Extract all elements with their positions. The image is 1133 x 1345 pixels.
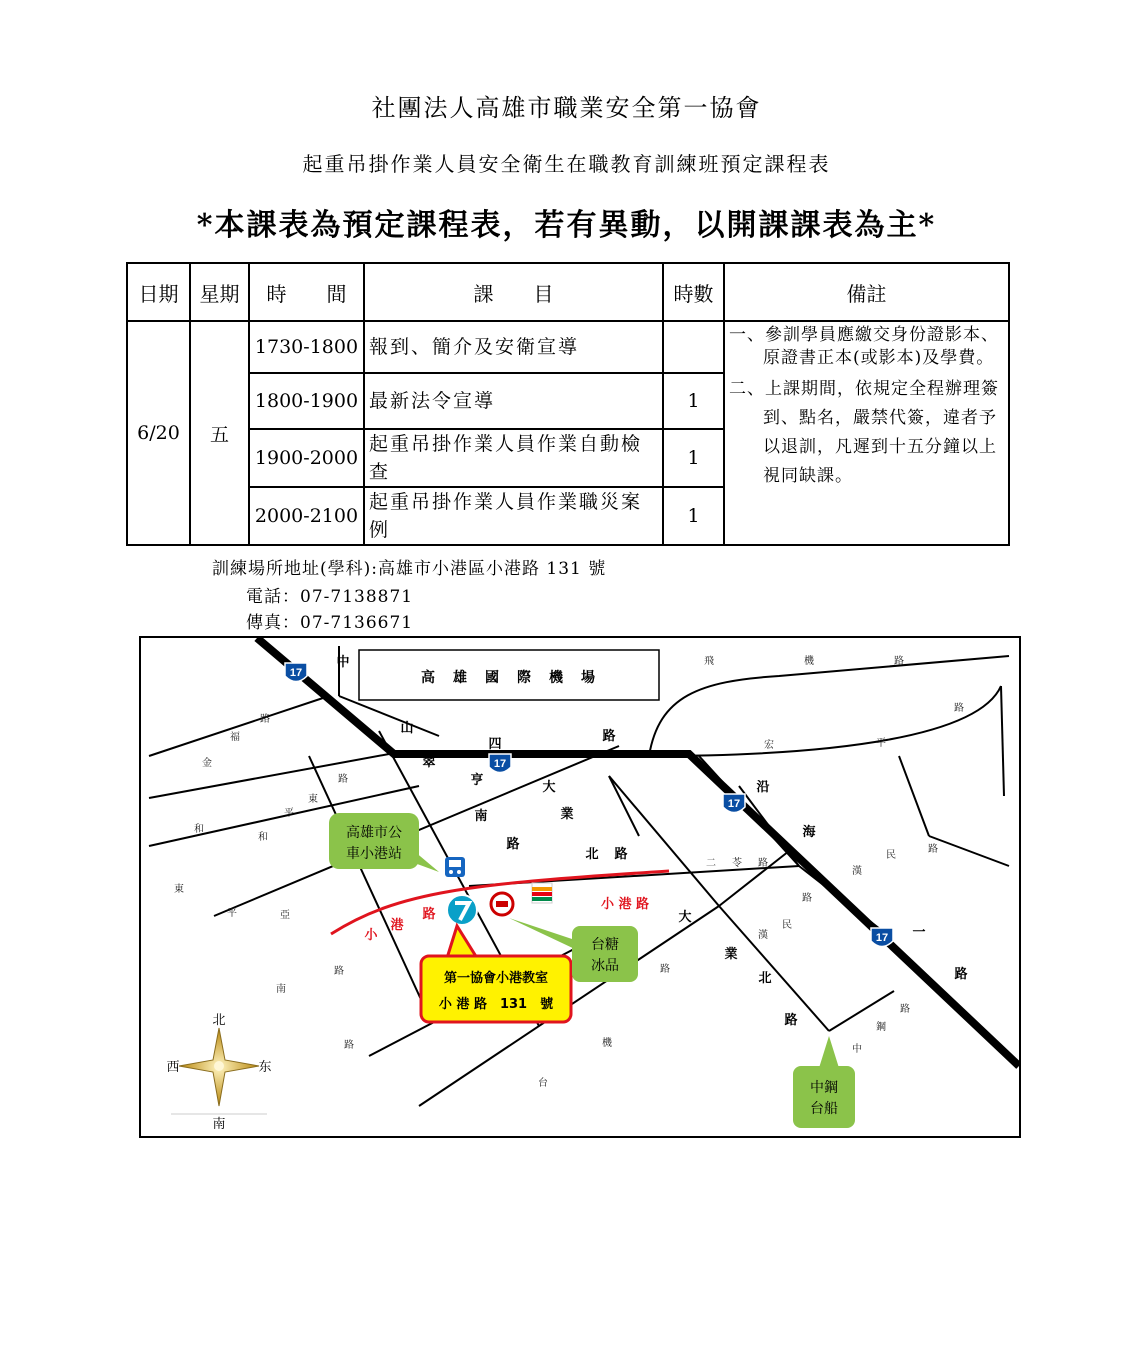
road-name-label: 飛 bbox=[704, 656, 714, 667]
remarks-cell bbox=[724, 321, 1009, 545]
road-name-label: 和 bbox=[258, 832, 268, 843]
airport-label: 高 雄 國 際 機 場 bbox=[421, 670, 597, 686]
road-name-label: 路 bbox=[894, 656, 904, 667]
road-name-label: 東 bbox=[174, 884, 184, 895]
road-name-label: 路 bbox=[802, 893, 812, 904]
road-name-label: 業 bbox=[560, 807, 574, 822]
org-title: 社團法人高雄市職業安全第一協會 bbox=[371, 94, 762, 122]
svg-text:17: 17 bbox=[727, 798, 741, 810]
road-name-label: 亨 bbox=[470, 773, 484, 788]
road-name-label: 東 bbox=[308, 794, 318, 805]
road-name-label: 民 bbox=[886, 850, 896, 861]
road-name-label: 路 bbox=[900, 1004, 910, 1015]
location-map bbox=[139, 636, 1021, 1138]
road-name-label: 一 bbox=[912, 925, 926, 940]
road-name-label: 港 bbox=[390, 918, 404, 933]
road-name-label: 機 bbox=[602, 1038, 612, 1049]
taisugar-logo-icon bbox=[491, 893, 513, 915]
bus-station-label: 高雄市公 bbox=[346, 825, 402, 841]
subject-cell: 起重吊掛作業人員作業職災案例 bbox=[364, 487, 663, 545]
road-name-label: 金 bbox=[202, 758, 212, 769]
date-cell: 6/20 bbox=[127, 321, 190, 545]
remarks-header: 備註 bbox=[724, 263, 1009, 321]
hours-cell: 1 bbox=[663, 487, 724, 545]
weekday-cell: 五 bbox=[190, 321, 249, 545]
road-name-label: 海 bbox=[802, 825, 816, 840]
road-name-label: 和 bbox=[194, 824, 204, 835]
road-name-label: 路 bbox=[758, 858, 768, 869]
hours-cell: 1 bbox=[663, 373, 724, 429]
schedule-notice: *本課表為預定課程表，若有異動，以開課課表為主* bbox=[196, 208, 937, 243]
compass-north: 北 bbox=[212, 1013, 226, 1028]
route-shield-icon bbox=[871, 928, 893, 947]
road-name-label: 沿 bbox=[756, 780, 770, 795]
hours-header: 時數 bbox=[663, 263, 724, 321]
road-name-label: 漢 bbox=[852, 866, 862, 877]
road-name-label: 機 bbox=[804, 656, 814, 667]
svg-text:17: 17 bbox=[493, 758, 507, 770]
road-name-label: 平 bbox=[227, 908, 237, 919]
subject-cell: 最新法令宣導 bbox=[364, 373, 663, 429]
hours-cell bbox=[663, 321, 724, 373]
road-name-label: 路 bbox=[954, 703, 964, 714]
road-name-label: 苓 bbox=[732, 858, 742, 869]
compass-east: 东 bbox=[258, 1060, 272, 1075]
convenience-store-icon bbox=[532, 883, 552, 903]
road-name-label: 二 bbox=[706, 858, 716, 869]
time-cell: 1730-1800 bbox=[249, 321, 364, 373]
taisugar-label: 台糖 bbox=[591, 937, 619, 953]
subject-cell: 起重吊掛作業人員作業自動檢查 bbox=[364, 429, 663, 487]
taisugar-label: 冰品 bbox=[591, 958, 619, 974]
road-name-label: 路 bbox=[344, 1040, 354, 1051]
phone-number: 電話：07-7138871 bbox=[246, 587, 414, 607]
road-name-label: 路 bbox=[614, 847, 628, 862]
road-name-label: 翠 bbox=[422, 755, 436, 770]
time-header: 時 間 bbox=[249, 263, 364, 321]
time-cell: 1900-2000 bbox=[249, 429, 364, 487]
road-name-label: 路 bbox=[334, 966, 344, 977]
road-name-label: 路 bbox=[928, 844, 938, 855]
road-name-label: 路 bbox=[422, 907, 436, 922]
time-cell: 2000-2100 bbox=[249, 487, 364, 545]
road-name-label: 南 bbox=[276, 984, 286, 995]
road-name-label: 路 bbox=[602, 729, 616, 744]
road-name-label: 北 bbox=[758, 971, 772, 986]
road-name-label: 台 bbox=[538, 1078, 548, 1089]
shipyard-bubble bbox=[793, 1066, 855, 1128]
road-name-label: 小 港 路 bbox=[600, 897, 650, 912]
road-name-label: 路 bbox=[260, 714, 270, 725]
road-name-label: 福 bbox=[230, 732, 240, 743]
road-name-label: 平 bbox=[876, 738, 886, 749]
road-name-label: 中 bbox=[336, 655, 350, 670]
road-name-label: 路 bbox=[954, 967, 968, 982]
remark-item: 二、上課期間，依規定全程辦理簽到、點名，嚴禁代簽，違者予以退訓，凡遲到十五分鐘以上視同缺課。 bbox=[729, 379, 999, 486]
road-name-label: 路 bbox=[506, 837, 520, 852]
road-name-label: 民 bbox=[782, 920, 792, 931]
training-address: 訓練場所地址(學科):高雄市小港區小港路 131 號 bbox=[212, 559, 607, 579]
road-name-label: 宏 bbox=[764, 740, 774, 751]
road-name-label: 亞 bbox=[280, 910, 290, 921]
route-shield-icon bbox=[285, 663, 307, 682]
road-name-label: 小 bbox=[364, 928, 378, 943]
road-name-label: 北 bbox=[585, 847, 599, 862]
road-name-label: 山 bbox=[400, 721, 414, 736]
road-name-label: 業 bbox=[724, 947, 738, 962]
road-name-label: 鋼 bbox=[876, 1022, 886, 1033]
subject-header: 課 目 bbox=[364, 263, 663, 321]
fax-number: 傳真：07-7136671 bbox=[246, 613, 414, 633]
svg-text:17: 17 bbox=[289, 667, 303, 679]
subject-cell: 報到、簡介及安衛宣導 bbox=[364, 321, 663, 373]
shipyard-label: 中鋼 bbox=[810, 1080, 838, 1096]
school-address-label: 小 港 路 131 號 bbox=[438, 997, 554, 1012]
school-label: 第一協會小港教室 bbox=[443, 971, 549, 986]
road-name-label: 大 bbox=[542, 780, 556, 795]
school-bubble bbox=[421, 956, 571, 1022]
schedule-table bbox=[126, 262, 1010, 546]
route-shield-icon bbox=[723, 794, 745, 813]
svg-text:17: 17 bbox=[875, 932, 889, 944]
shipyard-label: 台船 bbox=[810, 1101, 838, 1117]
compass-west: 西 bbox=[166, 1060, 180, 1075]
remark-item: 一、參訓學員應繳交身份證影本、原證書正本(或影本)及學費。 bbox=[729, 325, 999, 368]
hours-cell: 1 bbox=[663, 429, 724, 487]
bus-icon bbox=[445, 857, 465, 877]
time-cell: 1800-1900 bbox=[249, 373, 364, 429]
table-row bbox=[127, 321, 1009, 373]
compass-south: 南 bbox=[212, 1117, 226, 1132]
road-name-label: 路 bbox=[660, 964, 670, 975]
course-title: 起重吊掛作業人員安全衛生在職教育訓練班預定課程表 bbox=[302, 152, 831, 176]
road-name-label: 路 bbox=[784, 1013, 798, 1028]
road-name-label: 中 bbox=[852, 1044, 862, 1055]
header-row bbox=[127, 263, 1009, 321]
road-name-label: 漢 bbox=[758, 930, 768, 941]
road-name-label: 四 bbox=[488, 737, 502, 752]
road-name-label: 南 bbox=[474, 809, 488, 824]
route-shield-icon bbox=[489, 754, 511, 773]
road-name-label: 路 bbox=[338, 774, 348, 785]
road-name-label: 大 bbox=[678, 910, 692, 925]
weekday-header: 星期 bbox=[190, 263, 249, 321]
association-logo-icon bbox=[447, 895, 477, 925]
bus-station-label: 車小港站 bbox=[346, 846, 402, 862]
date-header: 日期 bbox=[127, 263, 190, 321]
map-frame bbox=[140, 637, 1020, 1137]
road-name-label: 平 bbox=[284, 808, 294, 819]
